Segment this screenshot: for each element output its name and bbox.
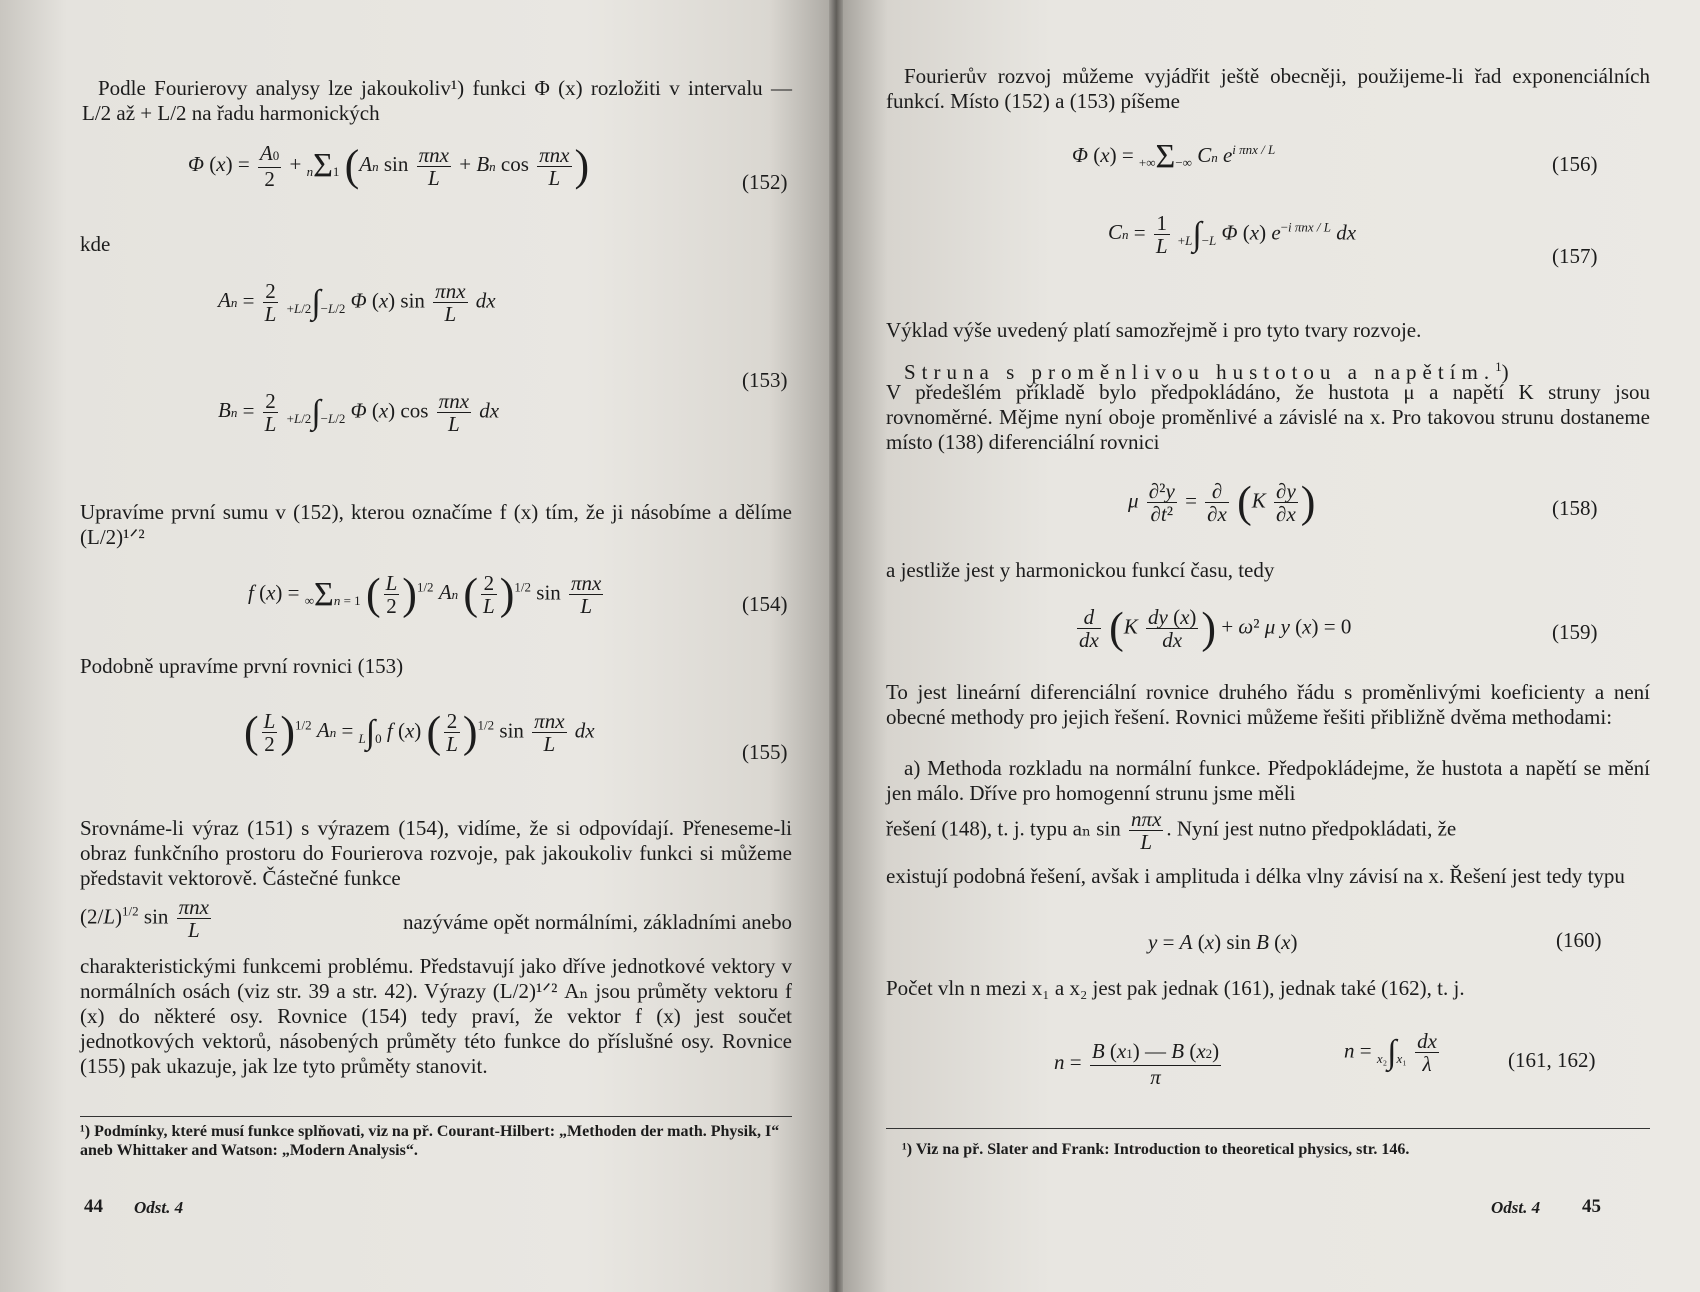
equation-157-number: (157) bbox=[1552, 244, 1598, 268]
inline-formula-normal-function: $(2/L)^{1/2}$ sin $\frac{\text{πnx}}{L}$ bbox=[80, 895, 209, 942]
equation-161: n = $\frac{B (x1) — B (x2)}{\pi}$ bbox=[1054, 1039, 1220, 1089]
equation-155: ( $\frac{L}{2}$ )$^{1/2}$ An = L∫0 f (x) ( $\frac{2}{L}$ )$^{1/2}$ sin $\frac{\text{πnx}}{L}$ dx bbox=[244, 707, 595, 757]
right-footnote: ¹) Viz na př. Slater and Frank: Introduction to theoretical physics, str. 146. bbox=[902, 1141, 1410, 1158]
right-paragraph-7 bbox=[886, 808, 1650, 853]
equation-158-number: (158) bbox=[1552, 496, 1598, 520]
inline-fraction-npix-l: $\frac{\text{nπx}}{L}$ bbox=[1131, 807, 1162, 854]
equation-160: y = A (x) sin B (x) bbox=[1148, 930, 1298, 954]
equation-156-number: (156) bbox=[1552, 152, 1598, 176]
right-paragraph-8: existují podobná řešení, avšak i amplituda i délka vlny závisí na x. Řešení jest tedy typu bbox=[886, 864, 1625, 888]
kde-label: kde bbox=[80, 232, 111, 256]
book-gutter bbox=[829, 0, 843, 1292]
equation-153-b: Bn = $\frac{2}{L}$ +L/2∫−L/2 Φ (x) cos $\frac{\text{πnx}}{L}$ dx bbox=[218, 389, 500, 436]
right-section-heading: Struna s proměnlivou hustotou a napětím.$^1$) bbox=[904, 359, 1509, 384]
left-page bbox=[0, 0, 836, 1292]
equation-154: f (x) = ∞Σn = 1 ( $\frac{L}{2}$ )$^{1/2}$ An ( $\frac{2}{L}$ )$^{1/2}$ sin $\frac{\text{πnx}}{L}$ bbox=[248, 569, 602, 619]
right-paragraph-2: Výklad výše uvedený platí samozřejmě i pro tyto tvary rozvoje. bbox=[886, 318, 1422, 342]
left-paragraph-4c: charakteristickými funkcemi problému. Představují jako dříve jednotkové vektory v normálních osách (viz str. 39 a str. 42). Výrazy (L/2)¹ᐟ² Aₙ jsou průměty vektoru f (x) do některé osy. Rovnice (154) tedy praví, že vektor f (x) jest součet jednotkových vektorů, násobených průměty této funkce do příslušné osy. Rovnice (155) pak ukazuje, jak lze tyto průměty stanovit. bbox=[80, 954, 792, 1078]
p7-text-b: . Nyní jest nutno předpokládati, že bbox=[1166, 816, 1457, 841]
equation-162: n = x₂∫x₁ $\frac{dx}{\lambda}$ bbox=[1344, 1029, 1437, 1076]
left-section-text: Odst. 4 bbox=[134, 1198, 184, 1217]
right-paragraph-3: V předešlém příkladě bylo předpokládáno, že hustota μ a napětí K struny jsou rovnoměrné. Mějme nyní oboje proměnlivé a závislé na x. Pro takovou strunu dostaneme místo (138) diferenciální rovnici bbox=[886, 380, 1650, 454]
equation-153-number: (153) bbox=[742, 368, 788, 392]
left-paragraph-4a: Srovnáme-li výraz (151) s výrazem (154), vidíme, že si odpovídají. Přeneseme-li obraz funkčního prostoru do Fourierova rozvoje, pak jakoukoliv funkci si můžeme představit vektorově. Částečné funkce bbox=[80, 816, 792, 890]
right-page-number: 45 bbox=[1582, 1196, 1601, 1217]
left-paragraph-1: Podle Fourierovy analysy lze jakoukoliv¹) funkci Φ (x) rozložiti v intervalu — L/2 až + L/2 na řadu harmonických bbox=[82, 76, 792, 125]
section-heading-text: Struna s proměnlivou hustotou a napětím. bbox=[904, 360, 1496, 384]
equation-154-number: (154) bbox=[742, 592, 788, 616]
equation-160-number: (160) bbox=[1556, 928, 1602, 952]
equation-153-a: An = $\frac{2}{L}$ +L/2∫−L/2 Φ (x) sin $\frac{\text{πnx}}{L}$ dx bbox=[218, 279, 496, 326]
equation-152-number: (152) bbox=[742, 170, 788, 194]
left-section-label bbox=[134, 1198, 183, 1218]
equation-159: $\frac{d}{dx}$ (K $\frac{dy (x)}{dx}$ ) + ω² μ y (x) = 0 bbox=[1079, 603, 1352, 653]
right-paragraph-4: a jestliže jest y harmonickou funkcí času, tedy bbox=[886, 558, 1275, 582]
equation-161-162-number: (161, 162) bbox=[1508, 1048, 1596, 1072]
left-footnote: ¹) Podmínky, které musí funkce splňovati, viz na př. Courant-Hilbert: „Methoden der math. Physik, I“ aneb Whittaker and Watson: „Modern Analysis“. bbox=[80, 1123, 780, 1159]
equation-155-number: (155) bbox=[742, 740, 788, 764]
right-section-label bbox=[1491, 1198, 1540, 1218]
equation-156: Φ (x) = +∞Σ−∞ Cn $e^{i \pi nx / L}$ bbox=[1072, 138, 1276, 176]
right-page bbox=[836, 0, 1700, 1292]
equation-157: Cn = $\frac{1}{L}$ +L∫−L Φ (x) $e^{-i \pi nx / L}$ dx bbox=[1108, 211, 1357, 258]
right-footnote-rule bbox=[886, 1128, 1650, 1129]
right-paragraph-1: Fourierův rozvoj můžeme vyjádřit ještě obecněji, použijeme-li řad exponenciálních funkcí. Místo (152) a (153) píšeme bbox=[886, 64, 1650, 113]
right-section-text: Odst. 4 bbox=[1491, 1198, 1541, 1217]
equation-159-number: (159) bbox=[1552, 620, 1598, 644]
left-paragraph-3: Podobně upravíme první rovnici (153) bbox=[80, 654, 404, 678]
right-paragraph-5: To jest lineární diferenciální rovnice druhého řádu s proměnlivými koeficienty a není obecné methody pro jejich řešení. Rovnici můžeme řešiti přibližně dvěma methodami: bbox=[886, 680, 1650, 729]
p7-text-a: řešení (148), t. j. typu aₙ sin bbox=[886, 816, 1121, 841]
left-paragraph-2: Upravíme první sumu v (152), kterou označíme f (x) tím, že ji násobíme a dělíme (L/2)¹ᐟ² bbox=[80, 500, 792, 549]
right-paragraph-9: Počet vln n mezi x₁ a x₂ jest pak jednak (161), jednak také (162), t. j. bbox=[886, 976, 1465, 1000]
left-paragraph-4b: nazýváme opět normálními, základními anebo bbox=[403, 910, 792, 934]
equation-152: Φ (x) = $\frac{A0}{2}$ + nΣ1 (An sin $\frac{\text{πnx}}{L}$ + Bn cos $\frac{\text{πnx}}{L}$ ) bbox=[188, 141, 590, 191]
right-paragraph-6: a) Methoda rozkladu na normální funkce. Předpokládejme, že hustota a napětí se mění jen málo. Dříve pro homogenní strunu jsme měli bbox=[886, 756, 1650, 805]
left-footnote-rule bbox=[80, 1116, 792, 1117]
equation-158: μ $\frac{\text{∂²y}}{\text{∂t²}}$ = $\frac{\partial}{\partial x}$ (K $\frac{\partial y}{\partial x}$ ) bbox=[1128, 477, 1316, 527]
left-page-number: 44 bbox=[84, 1196, 103, 1217]
